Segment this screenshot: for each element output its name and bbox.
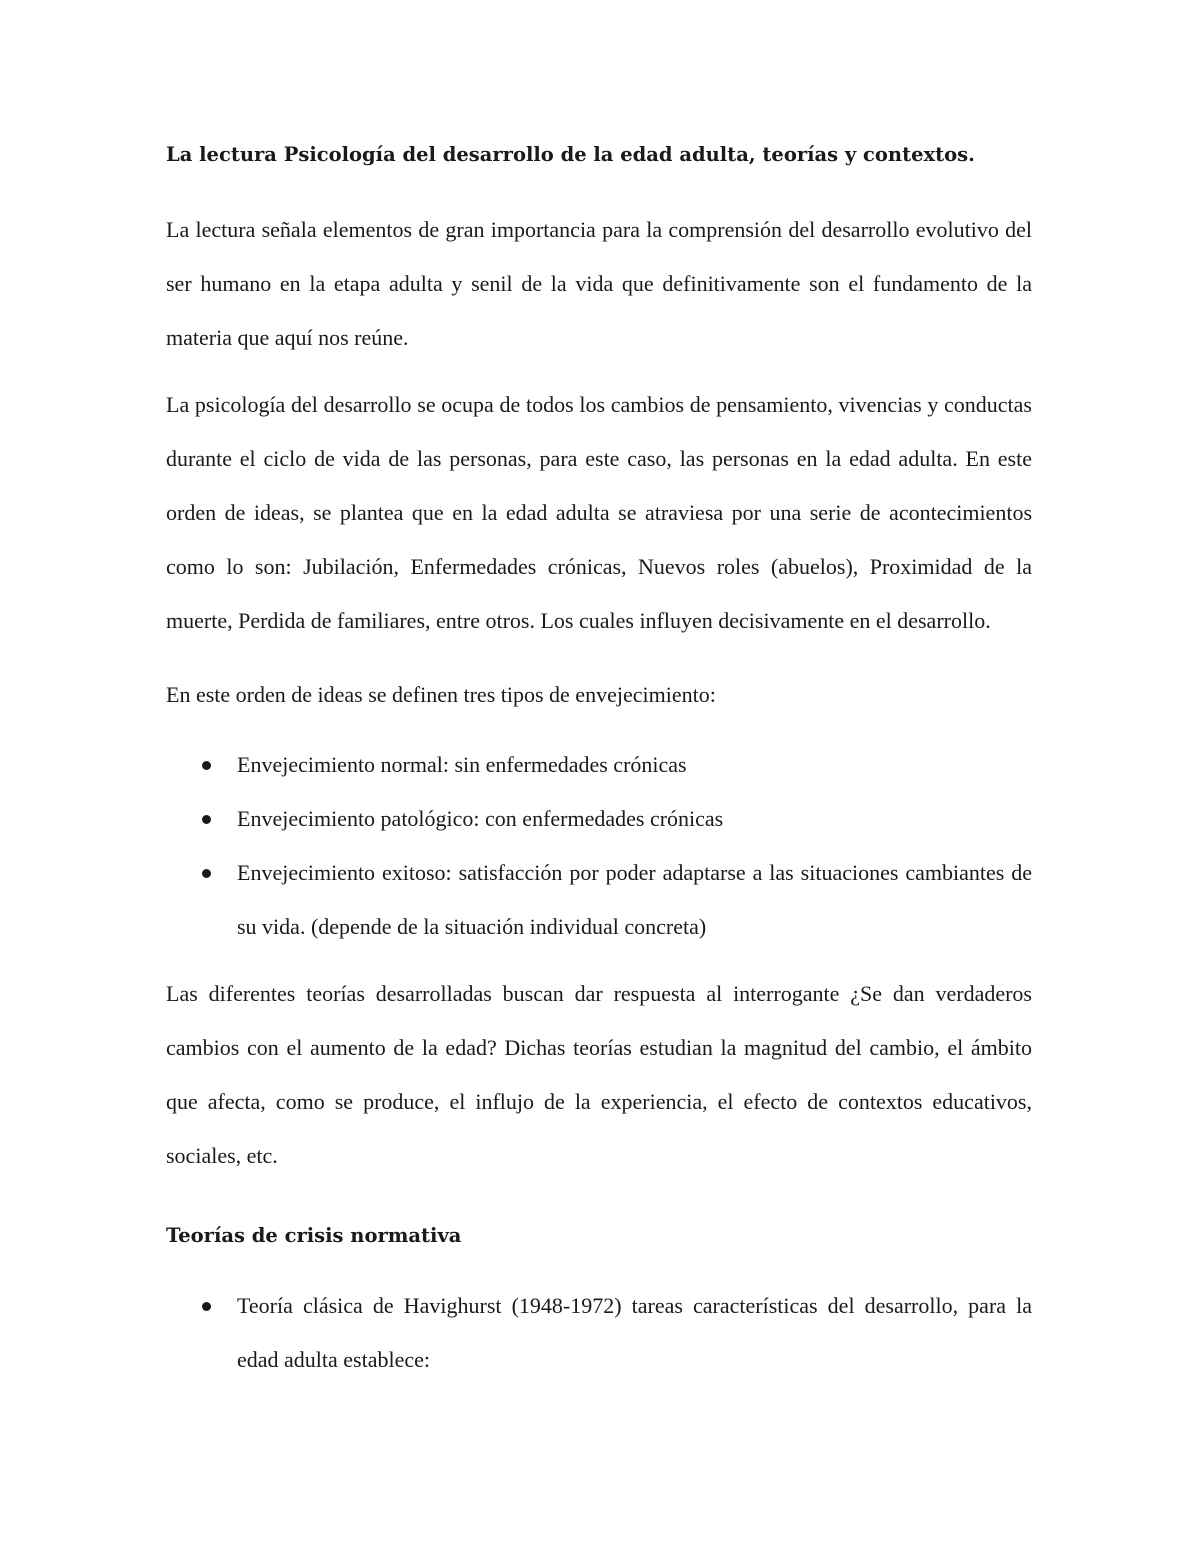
list-item-text: Envejecimiento exitoso: satisfacción por poder adaptarse a las situaciones cambiantes de su vida. (depende de la situación individual concreta) [237,860,1032,939]
bullet-icon [202,1302,211,1311]
paragraph-intro: La lectura señala elementos de gran importancia para la comprensión del desarrollo evolutivo del ser humano en la etapa adulta y senil de la vida que definitivamente son el fundamento de la materia que aquí nos reúne. [166,217,1032,350]
list-item [166,1279,1032,1387]
list-item [166,846,1032,954]
paragraph-theories: Las diferentes teorías desarrolladas buscan dar respuesta al interrogante ¿Se dan verdaderos cambios con el aumento de la edad? Dichas teorías estudian la magnitud del cambio, el ámbito que afecta, como se produce, el influjo de la experiencia, el efecto de contextos educativos, sociales, etc. [166,981,1032,1168]
bullet-icon [202,869,211,878]
bullet-icon [202,815,211,824]
theories-list [166,1279,1032,1387]
list-item-text: Teoría clásica de Havighurst (1948-1972) tareas características del desarrollo, para la edad adulta establece: [237,1293,1032,1372]
list-item [166,738,1032,792]
paragraph-aging-types-lead: En este orden de ideas se definen tres tipos de envejecimiento: [166,682,716,707]
list-item-text: Envejecimiento normal: sin enfermedades crónicas [237,752,687,777]
document-page [166,138,1032,1387]
list-item-text: Envejecimiento patológico: con enfermedades crónicas [237,806,724,831]
section-heading: Teorías de crisis normativa [166,1224,462,1247]
bullet-icon [202,761,211,770]
aging-types-list [166,738,1032,954]
paragraph-developmental-psychology: La psicología del desarrollo se ocupa de todos los cambios de pensamiento, vivencias y conductas durante el ciclo de vida de las personas, para este caso, las personas en la edad adulta. En este orden de ideas, se plantea que en la edad adulta se atraviesa por una serie de acontecimientos como lo son: Jubilación, Enfermedades crónicas, Nuevos roles (abuelos), Proximidad de la muerte, Perdida de familiares, entre otros. Los cuales influyen decisivamente en el desarrollo. [166,392,1032,633]
list-item [166,792,1032,846]
document-title: La lectura Psicología del desarrollo de la edad adulta, teorías y contextos. [166,143,975,166]
